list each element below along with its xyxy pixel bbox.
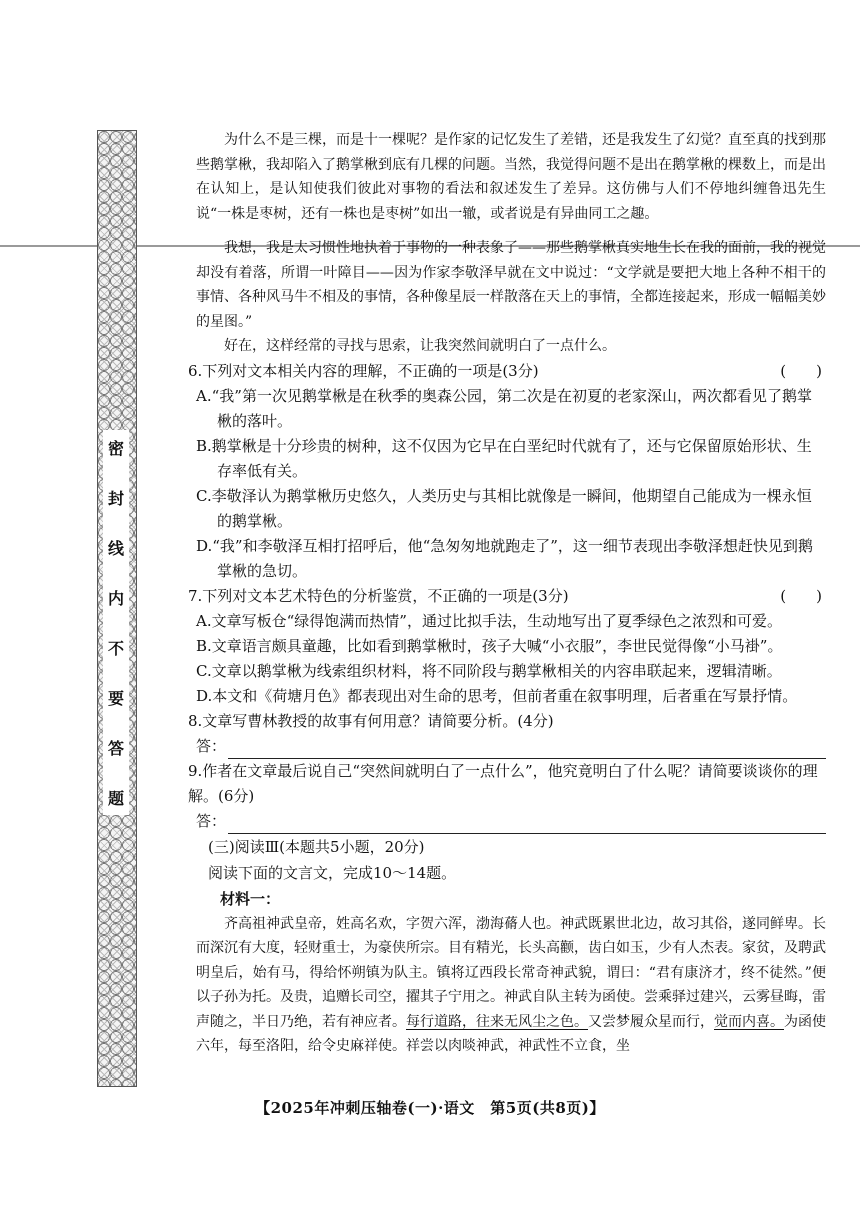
answer-line[interactable] <box>228 740 826 759</box>
option-d: D.本文和《荷塘月色》都表现出对生命的思考，但前者重在叙事明理，后者重在写景抒情。 <box>196 686 798 705</box>
answer-area[interactable] <box>196 734 826 759</box>
binding-char: 密 <box>107 439 124 458</box>
classical-text-part: 又尝梦履众星而行， <box>588 1013 714 1030</box>
question-stem: 9.作者在文章最后说自己“突然间就明白了一点什么”，他究竟明白了什么呢？请简要谈谈你的理解。(6分) <box>188 761 818 805</box>
classical-text-part: 为函使六年，每至洛阳，给令史麻祥使。祥尝以肉啖神武，神武性不立食，坐 <box>196 1013 826 1054</box>
question-stem: 7.下列对文本艺术特色的分析鉴赏，不正确的一项是(3分) <box>188 586 569 605</box>
section-title: (三)阅读Ⅲ(本题共5小题，20分) <box>208 837 425 856</box>
option-a: A.文章写板仓“绿得饱满而热情”，通过比拟手法，生动地写出了夏季绿色之浓烈和可爱。 <box>196 611 782 630</box>
question-9 <box>188 759 826 809</box>
passage-paragraph: 我想，我是太习惯性地执着于事物的一种表象了——那些鹅掌楸真实地生长在我的面前，我的视觉却没有着落，所谓一叶障目——因为作家李敬泽早就在文中说过：“文学就是要把大地上各种不相干的事情、各种风马牛不相及的事情，各种像星辰一样散落在天上的事情，全都连接起来，形成一幅幅美妙的星图。” <box>196 240 826 330</box>
passage-paragraph: 为什么不是三棵，而是十一棵呢？是作家的记忆发生了差错，还是我发生了幻觉？直至真的找到那些鹅掌楸，我却陷入了鹅掌楸到底有几棵的问题。当然，我觉得问题不是出在鹅掌楸的棵数上，而是出在认知上，是认知使我们彼此对事物的看法和叙述发生了差异。这仿佛与人们不停地纠缠鲁迅先生说“一株是枣树，还有一株也是枣树”如出一辙，或者说是有异曲同工之趣。 <box>196 132 826 222</box>
option-b: B.文章语言颇具童趣，比如看到鹅掌楸时，孩子大喊“小衣服”，李世民觉得像“小马褂”。 <box>196 636 783 655</box>
underlined-sentence: 每行道路，往来无风尘之色。 <box>406 1013 588 1030</box>
option-c: C.文章以鹅掌楸为线索组织材料，将不同阶段与鹅掌楸相关的内容串联起来，逻辑清晰。 <box>196 661 782 680</box>
section-instruction: 阅读下面的文言文，完成10～14题。 <box>208 863 457 882</box>
question-6 <box>188 359 826 384</box>
binding-char: 题 <box>107 789 124 808</box>
binding-char: 封 <box>107 489 124 508</box>
classical-text-part: 齐高祖神武皇帝，姓高名欢，字贺六浑，渤海蓨人也。神武既累世北边，故习其俗，遂同鲜卑。长而深沉有大度，轻财重士，为豪侠所宗。目有精光，长头高颧，齿白如玉，少有人杰表。家贫，及聘武明皇后，始有马，得给怀朔镇为队主。镇将辽西段长常奇神武貌，谓曰：“君有康济才，终不徒然。”便以子孙为托。及贵，追赠长司空，擢其子宁用之。神武自队主转为函使。尝乘驿过建兴，云雾昼晦，雷声随之，半日乃绝，若有神应者。 <box>196 915 826 1030</box>
question-8 <box>188 709 826 734</box>
answer-label: 答： <box>196 736 227 755</box>
question-stem: 6.下列对文本相关内容的理解，不正确的一项是(3分) <box>188 361 539 380</box>
underlined-sentence: 觉而内喜。 <box>714 1013 784 1030</box>
binding-label <box>103 430 129 815</box>
main-content <box>188 128 826 1059</box>
binding-char: 答 <box>107 739 124 758</box>
answer-area[interactable] <box>196 809 826 834</box>
answer-label: 答： <box>196 811 227 830</box>
option-c: C.李敬泽认为鹅掌楸历史悠久，人类历史与其相比就像是一瞬间，他期望自己能成为一棵永恒的鹅掌楸。 <box>196 486 812 530</box>
question-7 <box>188 584 826 609</box>
binding-char: 线 <box>107 539 124 558</box>
page-footer: 【2025年冲刺压轴卷(一)·语文 第5页(共8页)】 <box>255 1099 605 1117</box>
question-stem: 8.文章写曹林教授的故事有何用意？请简要分析。(4分) <box>188 711 554 730</box>
binding-char: 要 <box>107 689 124 708</box>
answer-bracket[interactable]: ( ) <box>780 586 822 605</box>
binding-char: 内 <box>107 589 124 608</box>
option-b: B.鹅掌楸是十分珍贵的树种，这不仅因为它早在白垩纪时代就有了，还与它保留原始形状、生存率低有关。 <box>196 436 812 480</box>
option-a: A.“我”第一次见鹅掌楸是在秋季的奥森公园，第二次是在初夏的老家深山，两次都看见了鹅掌楸的落叶。 <box>196 386 812 430</box>
option-d: D.“我”和李敬泽互相打招呼后，他“急匆匆地就跑走了”，这一细节表现出李敬泽想赶快见到鹅掌楸的急切。 <box>196 536 813 580</box>
binding-char: 不 <box>107 639 124 658</box>
answer-line[interactable] <box>228 815 826 834</box>
material-label: 材料一： <box>220 889 281 908</box>
classical-text <box>196 912 826 1059</box>
passage-paragraph: 好在，这样经常的寻找与思索，让我突然间就明白了一点什么。 <box>224 338 616 354</box>
answer-bracket[interactable]: ( ) <box>780 361 822 380</box>
